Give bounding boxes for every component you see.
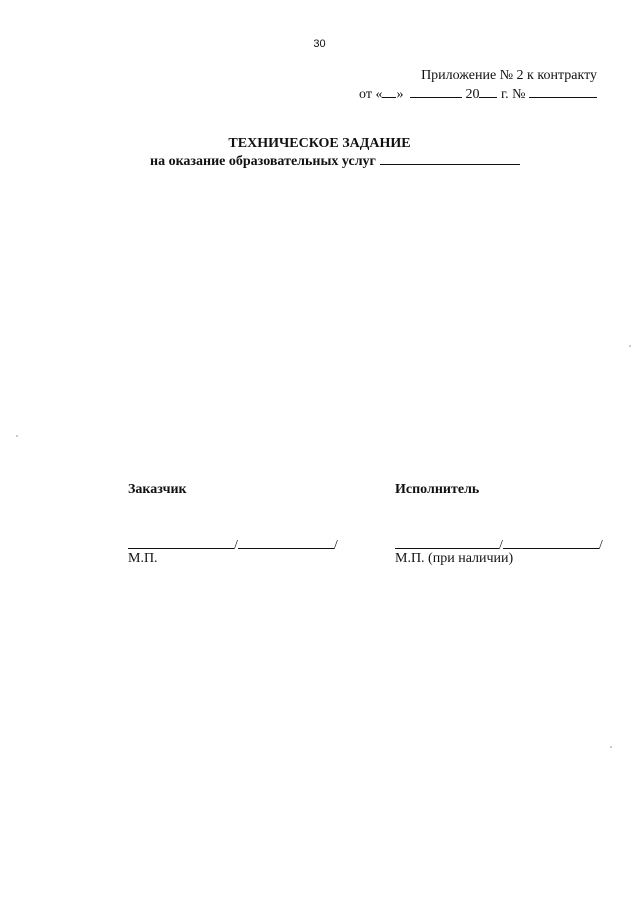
- customer-signature-separator: /: [234, 538, 238, 553]
- contractor-name-blank: [503, 535, 599, 549]
- scan-speck: [16, 435, 18, 437]
- contractor-signature-line: [395, 535, 603, 553]
- appendix-block: [359, 66, 597, 104]
- day-blank: [382, 85, 396, 98]
- appendix-title: Приложение № 2 к контракту: [421, 68, 597, 83]
- customer-stamp: М.П.: [128, 551, 158, 566]
- customer-signature-end: /: [333, 538, 338, 553]
- number-label: г. №: [500, 87, 526, 102]
- contractor-signature-end: /: [598, 538, 603, 553]
- month-blank: [410, 85, 462, 98]
- contractor-stamp: М.П. (при наличии): [395, 551, 514, 566]
- document-title: ТЕХНИЧЕСКОЕ ЗАДАНИЕ: [228, 136, 411, 151]
- subtitle-blank: [380, 153, 520, 165]
- scan-speck: [610, 746, 612, 748]
- contractor-signature-separator: /: [499, 538, 503, 553]
- date-prefix: от «: [359, 87, 383, 102]
- contractor-label: Исполнитель: [395, 482, 480, 497]
- page-number: 30: [313, 38, 326, 50]
- document-subtitle: [150, 153, 520, 171]
- subtitle-text: на оказание образовательных услуг: [150, 154, 376, 169]
- contractor-signature-blank: [395, 535, 499, 549]
- customer-label: Заказчик: [128, 482, 187, 497]
- customer-signature-line: [128, 535, 338, 553]
- customer-name-blank: [238, 535, 334, 549]
- date-quote-close: »: [396, 87, 404, 102]
- year-prefix: 20: [465, 87, 480, 102]
- contract-number-blank: [529, 85, 597, 98]
- contract-details-line: [359, 85, 597, 104]
- year-blank: [479, 85, 497, 98]
- customer-signature-blank: [128, 535, 234, 549]
- scan-speck: [629, 345, 631, 347]
